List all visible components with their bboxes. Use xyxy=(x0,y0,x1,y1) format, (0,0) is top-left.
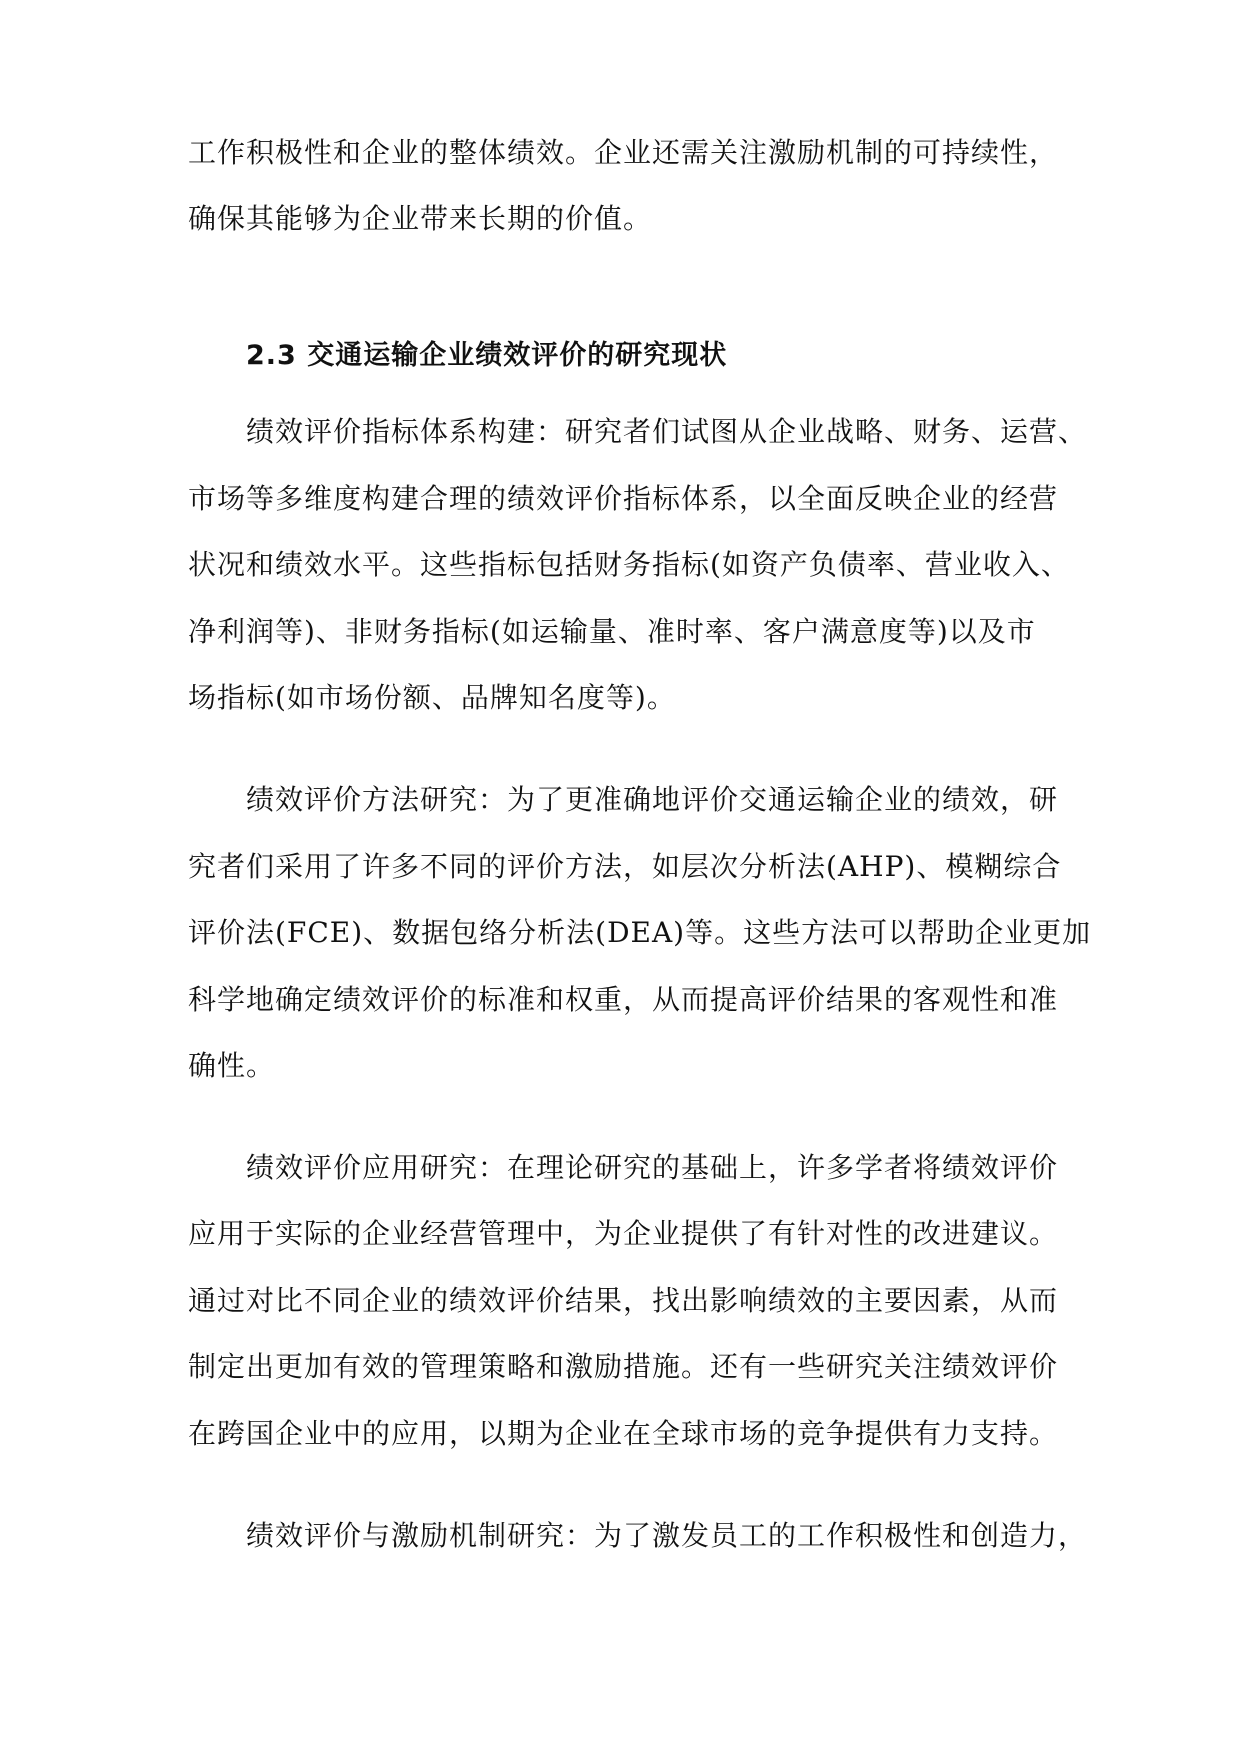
paragraph-line: 场指标(如市场份额、品牌知名度等)。 xyxy=(188,681,676,714)
paragraph-line: 评价法(FCE)、数据包络分析法(DEA)等。这些方法可以帮助企业更加 xyxy=(188,916,1092,949)
paragraph-line: 净利润等)、非财务指标(如运输量、准时率、客户满意度等)以及市 xyxy=(188,615,1036,648)
paragraph-line: 绩效评价应用研究：在理论研究的基础上，许多学者将绩效评价 xyxy=(246,1151,1059,1184)
paragraph-line: 绩效评价方法研究：为了更准确地评价交通运输企业的绩效，研 xyxy=(246,783,1059,816)
paragraph-line: 市场等多维度构建合理的绩效评价指标体系，以全面反映企业的经营 xyxy=(188,482,1059,515)
paragraph-line: 确性。 xyxy=(188,1049,276,1082)
paragraph-line: 在跨国企业中的应用，以期为企业在全球市场的竞争提供有力支持。 xyxy=(188,1417,1059,1450)
paragraph-line: 应用于实际的企业经营管理中，为企业提供了有针对性的改进建议。 xyxy=(188,1217,1059,1250)
paragraph-line: 状况和绩效水平。这些指标包括财务指标(如资产负债率、营业收入、 xyxy=(188,548,1070,581)
paragraph-line: 工作积极性和企业的整体绩效。企业还需关注激励机制的可持续性， xyxy=(188,136,1059,169)
paragraph-line: 制定出更加有效的管理策略和激励措施。还有一些研究关注绩效评价 xyxy=(188,1350,1059,1383)
paragraph-line: 通过对比不同企业的绩效评价结果，找出影响绩效的主要因素，从而 xyxy=(188,1284,1059,1317)
paragraph-line: 绩效评价指标体系构建：研究者们试图从企业战略、财务、运营、 xyxy=(246,415,1088,448)
paragraph-line: 究者们采用了许多不同的评价方法，如层次分析法(AHP)、模糊综合 xyxy=(188,850,1062,883)
section-heading: 2.3 交通运输企业绩效评价的研究现状 xyxy=(246,340,728,371)
paragraph-line: 确保其能够为企业带来长期的价值。 xyxy=(188,202,653,235)
paragraph-line: 绩效评价与激励机制研究：为了激发员工的工作积极性和创造力， xyxy=(246,1519,1088,1552)
paragraph-line: 科学地确定绩效评价的标准和权重，从而提高评价结果的客观性和准 xyxy=(188,983,1059,1016)
